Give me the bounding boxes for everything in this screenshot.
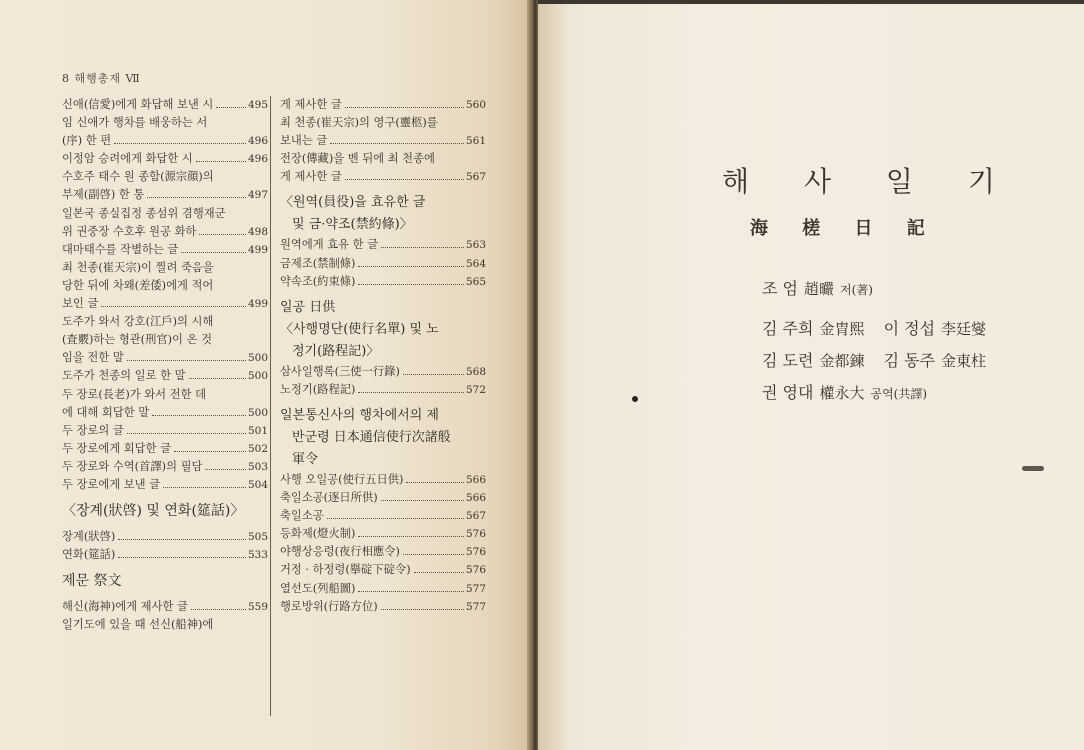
ink-smudge: [1022, 466, 1044, 471]
toc-entry-page: 577: [465, 600, 486, 613]
translator-hanja: 金都鍊: [819, 352, 865, 370]
toc-entry-title: 노정기(路程記): [280, 382, 356, 396]
toc-heading-ilbon-2: 반군령 日本通信使行次諸般: [292, 429, 451, 445]
running-header: 8 해행총재 Ⅶ: [62, 72, 141, 85]
toc-entry: [62, 367, 268, 385]
toc-entry-page: 560: [465, 99, 486, 111]
toc-leader-dots: [358, 284, 464, 285]
toc-entry-title: 두 장로에게 회답한 글: [62, 441, 171, 455]
toc-leader-dots: [174, 451, 246, 452]
toc-leader-dots: [403, 374, 464, 375]
toc-leader-dots: [118, 557, 246, 558]
toc-entry-title: 도주가 천종의 일로 한 말: [62, 369, 186, 383]
toc-entry-title: 일기도에 있을 때 선신(船神)에: [62, 618, 214, 632]
toc-leader-dots: [358, 392, 464, 393]
toc-leader-dots: [189, 378, 246, 379]
toc-heading-jemun: 제문 祭文: [62, 573, 122, 590]
toc-leader-dots: [147, 197, 246, 198]
toc-heading-ilbon-3: 軍令: [292, 451, 319, 467]
translator-row-3: [762, 380, 927, 403]
toc-entry: [280, 561, 486, 579]
toc-entry-page: 572: [465, 383, 486, 396]
toc-entry-page: 499: [247, 243, 268, 256]
toc-entry-title: 약속조(約束條): [280, 274, 356, 288]
toc-entry: [280, 381, 486, 399]
author-hanja: 趙曮: [804, 280, 835, 298]
toc-entry: [280, 236, 486, 254]
translator-hanja: 權永大: [819, 384, 865, 402]
toc-entry-title: 최 천종(崔天宗)의 영구(靈柩)를: [280, 116, 438, 130]
toc-entry-page: 566: [465, 473, 486, 486]
toc-entry-title: 도주가 와서 강호(江戶)의 시해: [62, 315, 214, 329]
toc-entry-title: 위 권중장 수호후 원공 화하: [62, 224, 197, 238]
toc-leader-dots: [114, 143, 246, 144]
toc-entry: [280, 96, 486, 114]
toc-heading-ilbon-1: 일본통신사의 행차에서의 제: [280, 407, 439, 423]
toc-entry: [62, 422, 268, 440]
translator-row-1: [762, 316, 986, 339]
author-name: 조 엄: [762, 279, 798, 298]
translator-name: 이 정섭: [883, 319, 936, 338]
toc-entry: [62, 96, 268, 114]
toc-entry-page: 497: [247, 189, 268, 202]
toc-entry: [280, 363, 486, 381]
toc-entry-title: 당한 뒤에 차왜(差倭)에게 적어: [62, 278, 214, 292]
toc-leader-dots: [196, 161, 246, 162]
toc-entry: [62, 241, 268, 259]
toc-list-ilbon: [280, 471, 486, 616]
toc-heading-wonyeok-2: 및 금·약조(禁約條)〉: [292, 217, 413, 233]
toc-entry-page: 576: [465, 546, 486, 559]
toc-leader-dots: [191, 609, 246, 610]
toc-entry: [62, 546, 268, 564]
toc-leader-dots: [101, 306, 246, 307]
toc-entry: [280, 471, 486, 489]
toc-leader-dots: [381, 500, 464, 501]
toc-entry-title: 일본국 종실집정 종섬위 겸행재군: [62, 206, 226, 220]
toc-entry-page: 565: [465, 275, 486, 288]
toc-entry: [280, 132, 486, 150]
toc-entry-title: 축일소공(逐日所供): [280, 491, 378, 505]
translator-hanja: 李廷燮: [941, 320, 987, 338]
toc-entry-title: 두 장로와 수역(首譯)의 필담: [62, 459, 203, 473]
toc-entry: [62, 150, 268, 168]
column-divider: [270, 96, 271, 716]
toc-entry-page: 505: [247, 531, 268, 544]
translator-name: 권 영대: [762, 383, 814, 402]
toc-leader-dots: [406, 482, 463, 483]
book-subtitle-hanja: 海 槎 日 記: [750, 218, 939, 239]
toc-entry-title: 임을 전한 말: [62, 351, 124, 365]
toc-entry-title: 야행상응령(夜行相應令): [280, 545, 400, 559]
toc-entry-title: 연화(筵話): [62, 548, 116, 562]
toc-entry-page: 502: [247, 442, 268, 455]
toc-entry: [62, 168, 268, 186]
toc-entry-title: 사행 오일공(使行五日供): [280, 472, 404, 486]
toc-entry: [280, 489, 486, 507]
toc-column-left: [62, 96, 268, 634]
toc-entry: [62, 259, 268, 277]
toc-entry-page: 568: [465, 365, 486, 378]
toc-entry-page: 504: [247, 478, 268, 491]
toc-entry: [280, 598, 486, 616]
toc-entry: [62, 616, 268, 634]
toc-entry-page: 533: [247, 549, 268, 562]
toc-leader-dots: [163, 487, 246, 488]
toc-heading-wonyeok-1: 〈원역(員役)을 효유한 글: [280, 195, 426, 211]
author-credit: [762, 276, 873, 299]
toc-entry: [280, 255, 486, 273]
toc-entry-page: 561: [465, 135, 486, 148]
toc-entry-page: 500: [247, 370, 268, 383]
toc-entry-title: 거정 · 하정령(擧碇下碇令): [280, 563, 411, 577]
toc-entry-title: (査覈)하는 형관(刑官)이 온 것: [62, 333, 212, 347]
toc-leader-dots: [403, 554, 464, 555]
toc-leader-dots: [127, 360, 246, 361]
toc-entry: [62, 205, 268, 223]
toc-entry-title: 열선도(列船圖): [280, 581, 356, 595]
toc-entry: [62, 114, 268, 132]
toc-entry: [280, 525, 486, 543]
toc-entry-page: 503: [247, 460, 268, 473]
toc-entry: [62, 386, 268, 404]
toc-entry: [62, 458, 268, 476]
translator-name: 김 주희: [762, 319, 814, 338]
toc-leader-dots: [381, 609, 464, 610]
toc-leader-dots: [358, 591, 464, 592]
toc-entry-title: 신애(信愛)에게 화답해 보낸 시: [62, 98, 214, 111]
toc-leader-dots: [152, 415, 246, 416]
translator-hanja: 金東柱: [941, 352, 987, 370]
toc-entry-title: 게 제사한 글: [280, 170, 342, 184]
toc-entry-title: 에 대해 회답한 말: [62, 405, 150, 419]
toc-entry: [62, 132, 268, 150]
toc-leader-dots: [345, 107, 464, 108]
right-page: [538, 4, 1084, 750]
toc-leader-dots: [345, 179, 464, 180]
toc-leader-dots: [216, 107, 246, 108]
toc-entry-title: 대마태수를 작별하는 글: [62, 242, 179, 256]
translator-row-2: [762, 348, 986, 371]
toc-entry-page: 498: [247, 225, 268, 238]
toc-entry-page: 496: [247, 135, 268, 148]
toc-leader-dots: [358, 266, 464, 267]
toc-entry-page: 500: [247, 406, 268, 419]
toc-entry: [62, 349, 268, 367]
translator-role: 공역(共譯): [870, 387, 928, 401]
toc-entry: [62, 313, 268, 331]
toc-entry-title: 삼사일행록(三使一行錄): [280, 364, 400, 378]
toc-entry-page: 499: [247, 298, 268, 311]
toc-entry: [62, 223, 268, 241]
toc-entry-page: 576: [465, 564, 486, 577]
toc-entry-title: 전장(傳藏)을 벤 뒤에 최 천종에: [280, 152, 435, 166]
toc-entry: [280, 507, 486, 525]
toc-entry-page: 577: [465, 582, 486, 595]
toc-entry-title: 축일소공: [280, 509, 324, 523]
toc-entry-title: 등화제(燈火制): [280, 527, 356, 541]
book-title: 해 사 일 기: [722, 165, 1018, 198]
toc-entry-title: 원역에게 효유 한 글: [280, 238, 379, 252]
toc-leader-dots: [330, 143, 464, 144]
toc-heading-saheng-2: 정기(路程記)〉: [292, 343, 380, 359]
toc-leader-dots: [205, 469, 246, 470]
toc-entry-page: 496: [247, 153, 268, 166]
translator-name: 김 도련: [762, 351, 814, 370]
toc-entry: [280, 580, 486, 598]
toc-entry: [280, 150, 486, 168]
toc-list-saheng: [280, 363, 486, 399]
toc-entry: [62, 277, 268, 295]
toc-entry-title: 해신(海神)에게 제사한 글: [62, 600, 188, 614]
toc-entry-title: 금제조(禁制條): [280, 256, 356, 270]
toc-list-letters: [62, 96, 268, 494]
toc-entry-page: 567: [465, 171, 486, 184]
toc-leader-dots: [181, 252, 246, 253]
toc-entry-title: 보인 글: [62, 297, 99, 311]
toc-entry-title: 장계(狀啓): [62, 530, 116, 544]
toc-list-wonyeok: [280, 236, 486, 290]
toc-entry-page: 501: [247, 424, 268, 437]
toc-list-janggye: [62, 528, 268, 564]
toc-entry: [280, 543, 486, 561]
ink-spot: [632, 396, 638, 402]
toc-leader-dots: [358, 536, 464, 537]
toc-entry-title: 수호주 태수 원 종함(源宗顔)의: [62, 170, 214, 184]
toc-leader-dots: [118, 539, 246, 540]
author-role: 저(著): [840, 283, 873, 297]
toc-entry-title: 게 제사한 글: [280, 98, 342, 111]
toc-entry-title: 두 장로에게 보낸 글: [62, 477, 161, 491]
toc-heading-janggye: 〈장계(狀啓) 및 연화(筵話)〉: [62, 503, 245, 520]
translator-name: 김 동주: [883, 351, 936, 370]
toc-entry: [280, 168, 486, 186]
toc-entry: [62, 598, 268, 616]
toc-leader-dots: [327, 518, 464, 519]
toc-leader-dots: [127, 433, 246, 434]
toc-entry-title: 최 천종(崔天宗)이 찔려 죽음을: [62, 260, 214, 274]
toc-entry-page: 567: [465, 510, 486, 523]
toc-entry-title: 행로방위(行路方位): [280, 599, 378, 613]
toc-entry-page: 566: [465, 492, 486, 505]
toc-entry-title: 임 신애가 행차를 배웅하는 서: [62, 116, 208, 130]
toc-entry: [62, 295, 268, 313]
toc-entry-page: 563: [465, 239, 486, 252]
toc-entry: [280, 114, 486, 132]
toc-entry: [62, 186, 268, 204]
toc-entry-title: (序) 한 편: [62, 134, 112, 148]
toc-entry: [62, 528, 268, 546]
toc-entry-title: 부제(副啓) 한 통: [62, 188, 145, 202]
toc-entry-page: 559: [247, 601, 268, 614]
toc-column-right: [280, 96, 486, 616]
toc-entry: [62, 404, 268, 422]
toc-list-jemun: [62, 598, 268, 634]
toc-heading-saheng-1: 〈사행명단(使行名單) 및 노: [280, 321, 439, 337]
toc-leader-dots: [381, 247, 464, 248]
toc-entry-title: 보내는 글: [280, 134, 328, 148]
toc-entry-page: 576: [465, 528, 486, 541]
translator-hanja: 金胄熙: [819, 320, 865, 338]
toc-heading-ilgong: 일공 日供: [280, 299, 336, 315]
toc-leader-dots: [199, 234, 246, 235]
toc-leader-dots: [414, 572, 464, 573]
left-page: [0, 0, 530, 750]
toc-entry: [62, 331, 268, 349]
toc-entry-title: 두 장로(長老)가 와서 전한 데: [62, 387, 206, 401]
toc-entry: [62, 440, 268, 458]
toc-entry-title: 이정암 승려에게 화답한 시: [62, 152, 193, 166]
toc-entry-page: 500: [247, 352, 268, 365]
toc-entry-page: 564: [465, 257, 486, 270]
toc-list-jemun-cont: [280, 96, 486, 186]
toc-entry: [62, 476, 268, 494]
toc-entry-page: 495: [247, 99, 268, 111]
toc-entry: [280, 273, 486, 291]
toc-entry-title: 두 장로의 글: [62, 423, 124, 437]
